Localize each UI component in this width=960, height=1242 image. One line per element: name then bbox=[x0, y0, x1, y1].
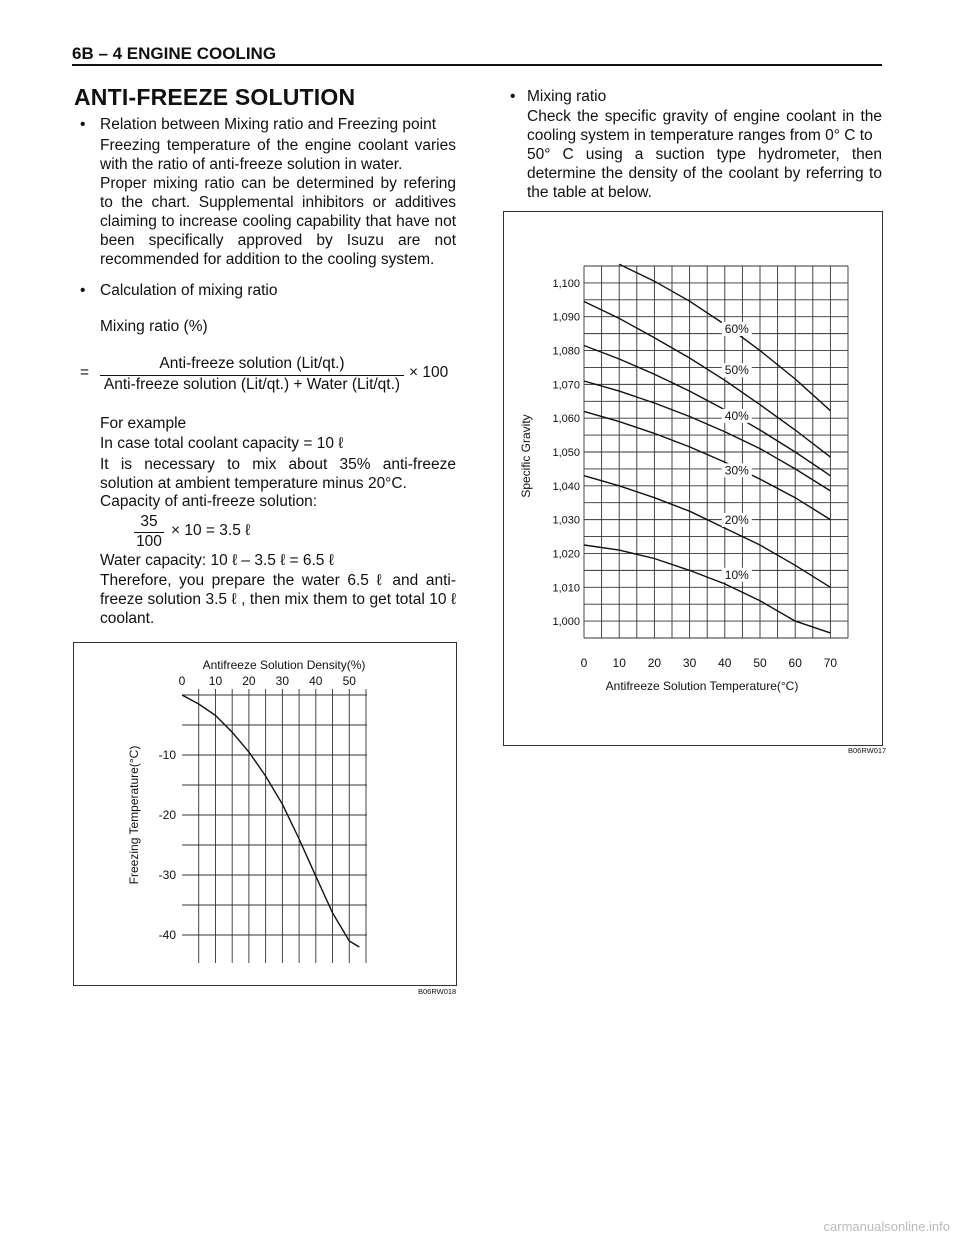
x-tick-label: 20 bbox=[647, 656, 662, 670]
series-label: 20% bbox=[724, 513, 749, 528]
water-capacity: Water capacity: 10 ℓ – 3.5 ℓ = 6.5 ℓ bbox=[100, 552, 334, 569]
series-label: 30% bbox=[724, 463, 749, 478]
y-tick-label: 1,080 bbox=[552, 345, 580, 358]
x-tick-label: 0 bbox=[580, 656, 588, 670]
paragraph-hydrometer: 50° C using a suction type hydrometer, then determine the density of the coolant by referring to the table at below. bbox=[527, 146, 882, 201]
freezing-chart-frame bbox=[73, 642, 457, 986]
y-tick-label: 1,030 bbox=[552, 514, 580, 527]
watermark: carmanualsonline.info bbox=[823, 1219, 950, 1234]
formula-multiplier: × 100 bbox=[409, 364, 449, 381]
y-tick-label: -10 bbox=[158, 748, 176, 762]
x-tick-label: 30 bbox=[275, 674, 290, 688]
y-tick-label: -30 bbox=[158, 868, 176, 882]
figure-code-left: B06RW018 bbox=[418, 987, 457, 996]
y-tick-label: 1,050 bbox=[552, 447, 580, 459]
y-tick-label: -20 bbox=[158, 808, 176, 822]
bullet-relation: Relation between Mixing ratio and Freezing point bbox=[100, 116, 437, 133]
y-axis-label: Specific Gravity bbox=[519, 414, 533, 498]
y-tick-label: -40 bbox=[158, 928, 176, 942]
fraction-result: × 10 = 3.5 ℓ bbox=[171, 522, 251, 539]
figure-code-right: B06RW017 bbox=[848, 746, 887, 755]
header-rule bbox=[72, 64, 882, 66]
paragraph-specific-gravity: Check the specific gravity of engine coolant in the cooling system in temperature ranges from 0° C to bbox=[527, 108, 882, 144]
x-tick-label: 20 bbox=[242, 674, 256, 688]
x-tick-label: 40 bbox=[718, 656, 732, 670]
formula-numerator: Anti-freeze solution (Lit/qt.) bbox=[159, 355, 345, 372]
y-tick-label: 1,010 bbox=[552, 582, 580, 595]
series-label: 40% bbox=[724, 408, 749, 423]
final-paragraph: Therefore, you prepare the water 6.5 ℓ and anti-freeze solution 3.5 ℓ , then mix them to get total 10 ℓ coolant. bbox=[100, 572, 456, 627]
section-heading: ANTI-FREEZE SOLUTION bbox=[74, 84, 356, 110]
x-tick-label: 70 bbox=[823, 656, 838, 670]
y-tick-label: 1,020 bbox=[552, 548, 580, 561]
x-tick-label: 50 bbox=[342, 674, 356, 688]
x-tick-label: 10 bbox=[612, 656, 626, 670]
fraction-numerator: 35 bbox=[140, 513, 158, 530]
bullet-calculation: Calculation of mixing ratio bbox=[100, 282, 278, 299]
x-axis-label: Antifreeze Solution Temperature(°C) bbox=[605, 679, 799, 693]
y-tick-label: 1,060 bbox=[552, 413, 580, 426]
x-tick-label: 40 bbox=[309, 674, 323, 688]
bullet-dot: • bbox=[80, 282, 86, 299]
formula-denominator: Anti-freeze solution (Lit/qt.) + Water (Lit/qt.) bbox=[103, 376, 401, 393]
page-header: 6B – 4 ENGINE COOLING bbox=[72, 44, 277, 63]
paragraph-freezing: Freezing temperature of the engine coolant varies with the ratio of anti-freeze solution in water. bbox=[100, 137, 456, 173]
y-axis-label: Freezing Temperature(°C) bbox=[127, 745, 141, 885]
x-tick-label: 50 bbox=[753, 656, 767, 670]
fraction-denominator: 100 bbox=[136, 533, 162, 550]
y-tick-label: 1,000 bbox=[552, 616, 580, 629]
bullet-dot: • bbox=[80, 116, 86, 133]
paragraph-mixing: Proper mixing ratio can be determined by refering to the chart. Supplemental inhibitors or additives claiming to increase cooling capability that have not been specifically approved by Isuzu are not recommended for addition to the cooling system. bbox=[100, 175, 456, 268]
series-label: 60% bbox=[724, 321, 749, 336]
capacity-label: Capacity of anti-freeze solution: bbox=[100, 493, 318, 510]
series-label: 10% bbox=[724, 567, 749, 582]
y-tick-label: 1,040 bbox=[552, 480, 580, 493]
gravity-chart-frame bbox=[503, 211, 883, 746]
bullet-mixing-ratio: Mixing ratio bbox=[527, 88, 607, 105]
y-tick-label: 1,090 bbox=[552, 311, 580, 324]
chart-title: Antifreeze Solution Density(%) bbox=[202, 658, 366, 672]
freezing-point-chart bbox=[74, 643, 456, 985]
example-case: In case total coolant capacity = 10 ℓ bbox=[100, 435, 344, 452]
mixing-ratio-label: Mixing ratio (%) bbox=[100, 318, 208, 335]
y-tick-label: 1,100 bbox=[552, 277, 580, 290]
x-tick-label: 10 bbox=[208, 674, 223, 688]
specific-gravity-chart bbox=[504, 212, 882, 745]
bullet-dot: • bbox=[510, 88, 516, 105]
x-tick-label: 0 bbox=[178, 674, 186, 688]
example-label: For example bbox=[100, 415, 187, 432]
series-label: 50% bbox=[724, 363, 749, 378]
x-tick-label: 60 bbox=[788, 656, 802, 670]
x-tick-label: 30 bbox=[682, 656, 697, 670]
example-paragraph: It is necessary to mix about 35% anti-freeze solution at ambient temperature minus 20°C. bbox=[100, 456, 456, 492]
formula-equals: = bbox=[80, 364, 90, 381]
y-tick-label: 1,070 bbox=[552, 379, 580, 392]
